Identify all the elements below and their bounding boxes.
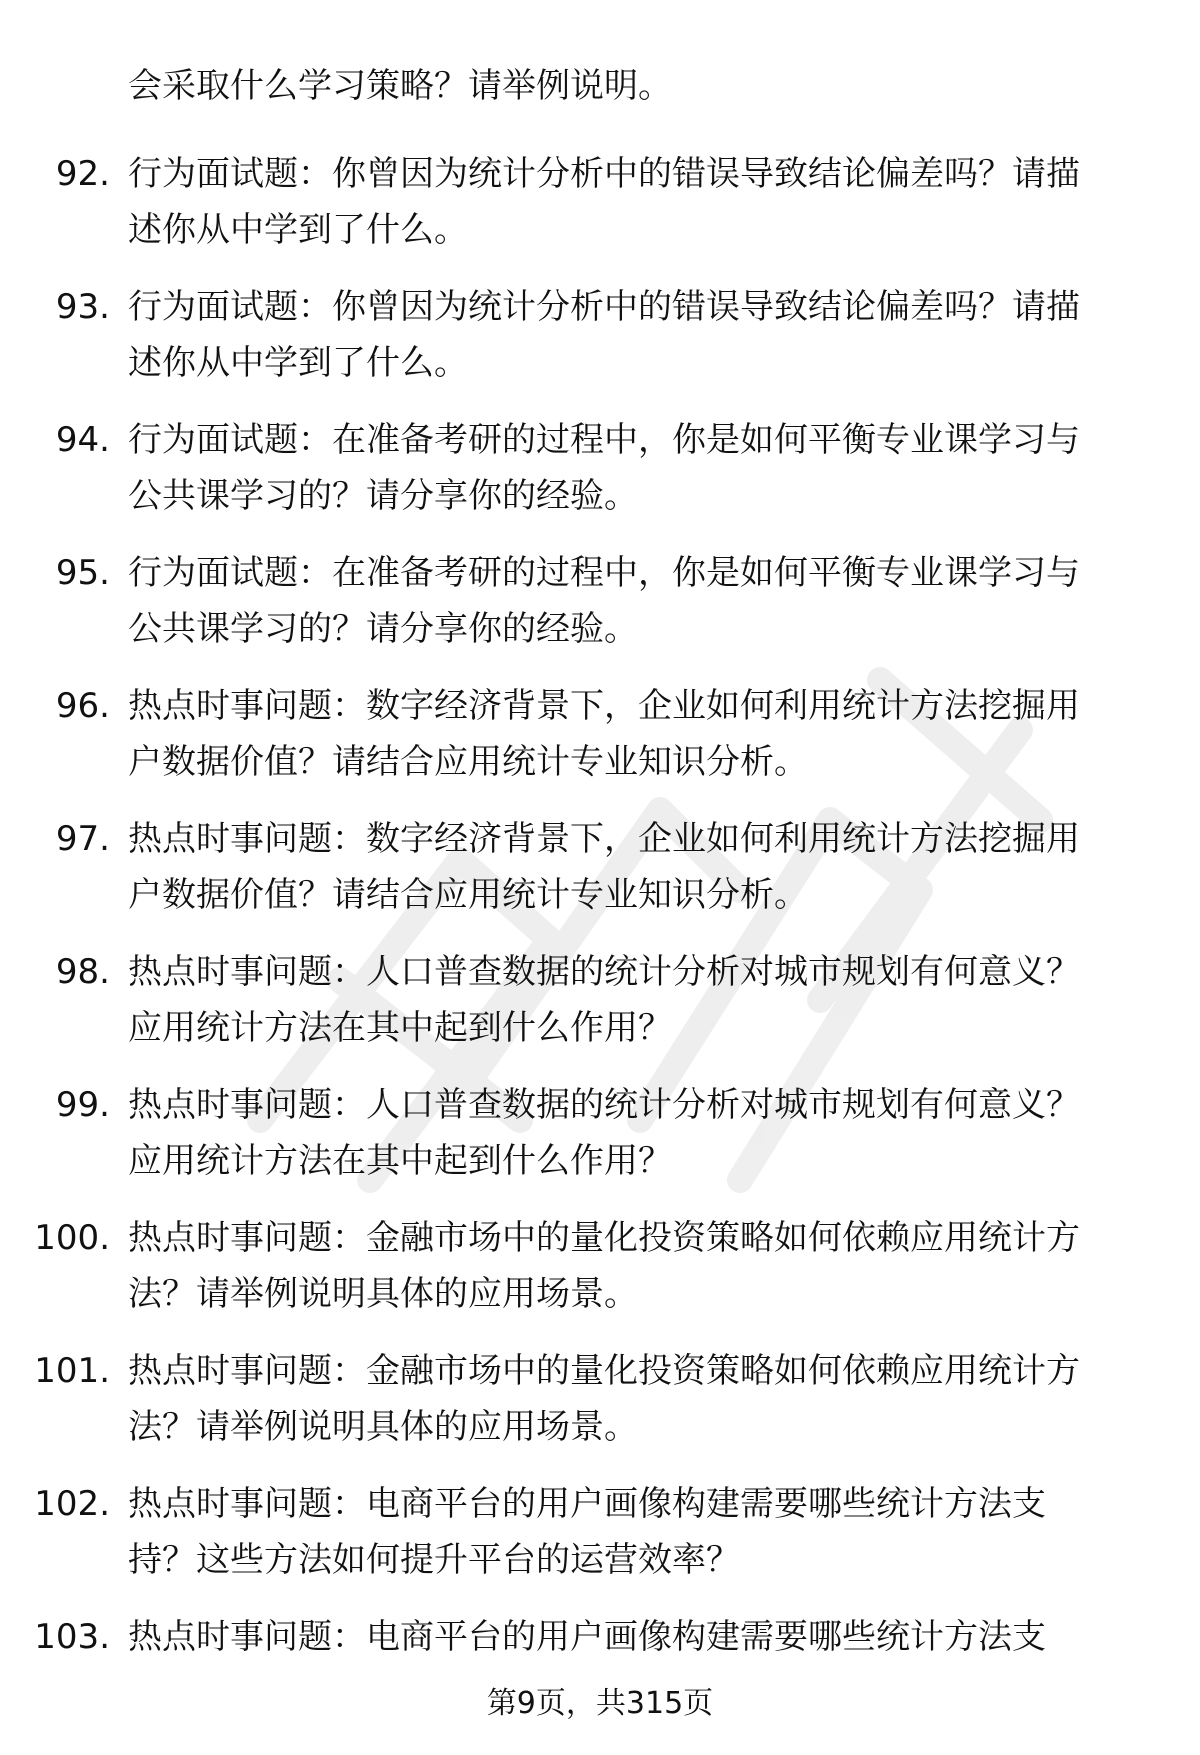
item-text-line: 持？这些方法如何提升平台的运营效率？ (128, 1540, 740, 1580)
item-number: 102. (34, 1484, 110, 1524)
item-text-line: 热点时事问题：金融市场中的量化投资策略如何依赖应用统计方 (128, 1218, 1080, 1258)
item-text-line: 行为面试题：你曾因为统计分析中的错误导致结论偏差吗？请描 (128, 154, 1080, 194)
item-text-line: 法？请举例说明具体的应用场景。 (128, 1407, 638, 1447)
item-text-line: 法？请举例说明具体的应用场景。 (128, 1274, 638, 1314)
list-item (0, 138, 1200, 271)
item-text-line: 行为面试题：在准备考研的过程中，你是如何平衡专业课学习与 (128, 553, 1080, 593)
item-text (128, 811, 1140, 923)
item-text-line: 热点时事问题：金融市场中的量化投资策略如何依赖应用统计方 (128, 1351, 1080, 1391)
item-number: 94. (55, 420, 110, 460)
item-number: 101. (34, 1351, 110, 1391)
list-item (0, 271, 1200, 404)
item-text-line: 热点时事问题：人口普查数据的统计分析对城市规划有何意义？ (128, 1085, 1080, 1125)
item-text (128, 279, 1140, 391)
question-list (0, 138, 1200, 1734)
list-item (0, 1468, 1200, 1601)
item-number: 103. (34, 1617, 110, 1657)
item-text-line: 应用统计方法在其中起到什么作用？ (128, 1008, 672, 1048)
item-text (128, 678, 1140, 790)
item-text (128, 1476, 1140, 1588)
list-item (0, 670, 1200, 803)
item-text (128, 1343, 1140, 1455)
list-item (0, 1202, 1200, 1335)
list-item (0, 404, 1200, 537)
item-text-line: 行为面试题：在准备考研的过程中，你是如何平衡专业课学习与 (128, 420, 1080, 460)
item-text (128, 944, 1140, 1056)
item-text-line: 热点时事问题：电商平台的用户画像构建需要哪些统计方法支 (128, 1617, 1046, 1657)
item-text-line: 行为面试题：你曾因为统计分析中的错误导致结论偏差吗？请描 (128, 287, 1080, 327)
item-text (128, 146, 1140, 258)
list-item (0, 1335, 1200, 1468)
item-text-line: 公共课学习的？请分享你的经验。 (128, 609, 638, 649)
item-number: 93. (55, 287, 110, 327)
list-item (0, 537, 1200, 670)
item-number: 98. (55, 952, 110, 992)
item-number: 92. (55, 154, 110, 194)
item-text (128, 1609, 1140, 1665)
item-number: 97. (55, 819, 110, 859)
item-text (128, 412, 1140, 524)
item-text-line: 热点时事问题：数字经济背景下，企业如何利用统计方法挖掘用 (128, 686, 1080, 726)
continuation-text: 会采取什么学习策略？请举例说明。 (128, 66, 672, 106)
item-text (128, 545, 1140, 657)
page-footer: 第9页，共315页 (486, 1686, 714, 1721)
item-text-line: 述你从中学到了什么。 (128, 210, 468, 250)
item-number: 95. (55, 553, 110, 593)
item-text-line: 热点时事问题：电商平台的用户画像构建需要哪些统计方法支 (128, 1484, 1046, 1524)
list-item (0, 936, 1200, 1069)
item-text-line: 户数据价值？请结合应用统计专业知识分析。 (128, 742, 808, 782)
item-number: 100. (34, 1218, 110, 1258)
item-text-line: 热点时事问题：数字经济背景下，企业如何利用统计方法挖掘用 (128, 819, 1080, 859)
list-item (0, 1069, 1200, 1202)
item-text-line: 户数据价值？请结合应用统计专业知识分析。 (128, 875, 808, 915)
item-text-line: 述你从中学到了什么。 (128, 343, 468, 383)
item-number: 96. (55, 686, 110, 726)
item-text-line: 应用统计方法在其中起到什么作用？ (128, 1141, 672, 1181)
item-number: 99. (55, 1085, 110, 1125)
list-item (0, 803, 1200, 936)
item-text-line: 热点时事问题：人口普查数据的统计分析对城市规划有何意义？ (128, 952, 1080, 992)
item-text-line: 公共课学习的？请分享你的经验。 (128, 476, 638, 516)
item-text (128, 1077, 1140, 1189)
item-text (128, 1210, 1140, 1322)
